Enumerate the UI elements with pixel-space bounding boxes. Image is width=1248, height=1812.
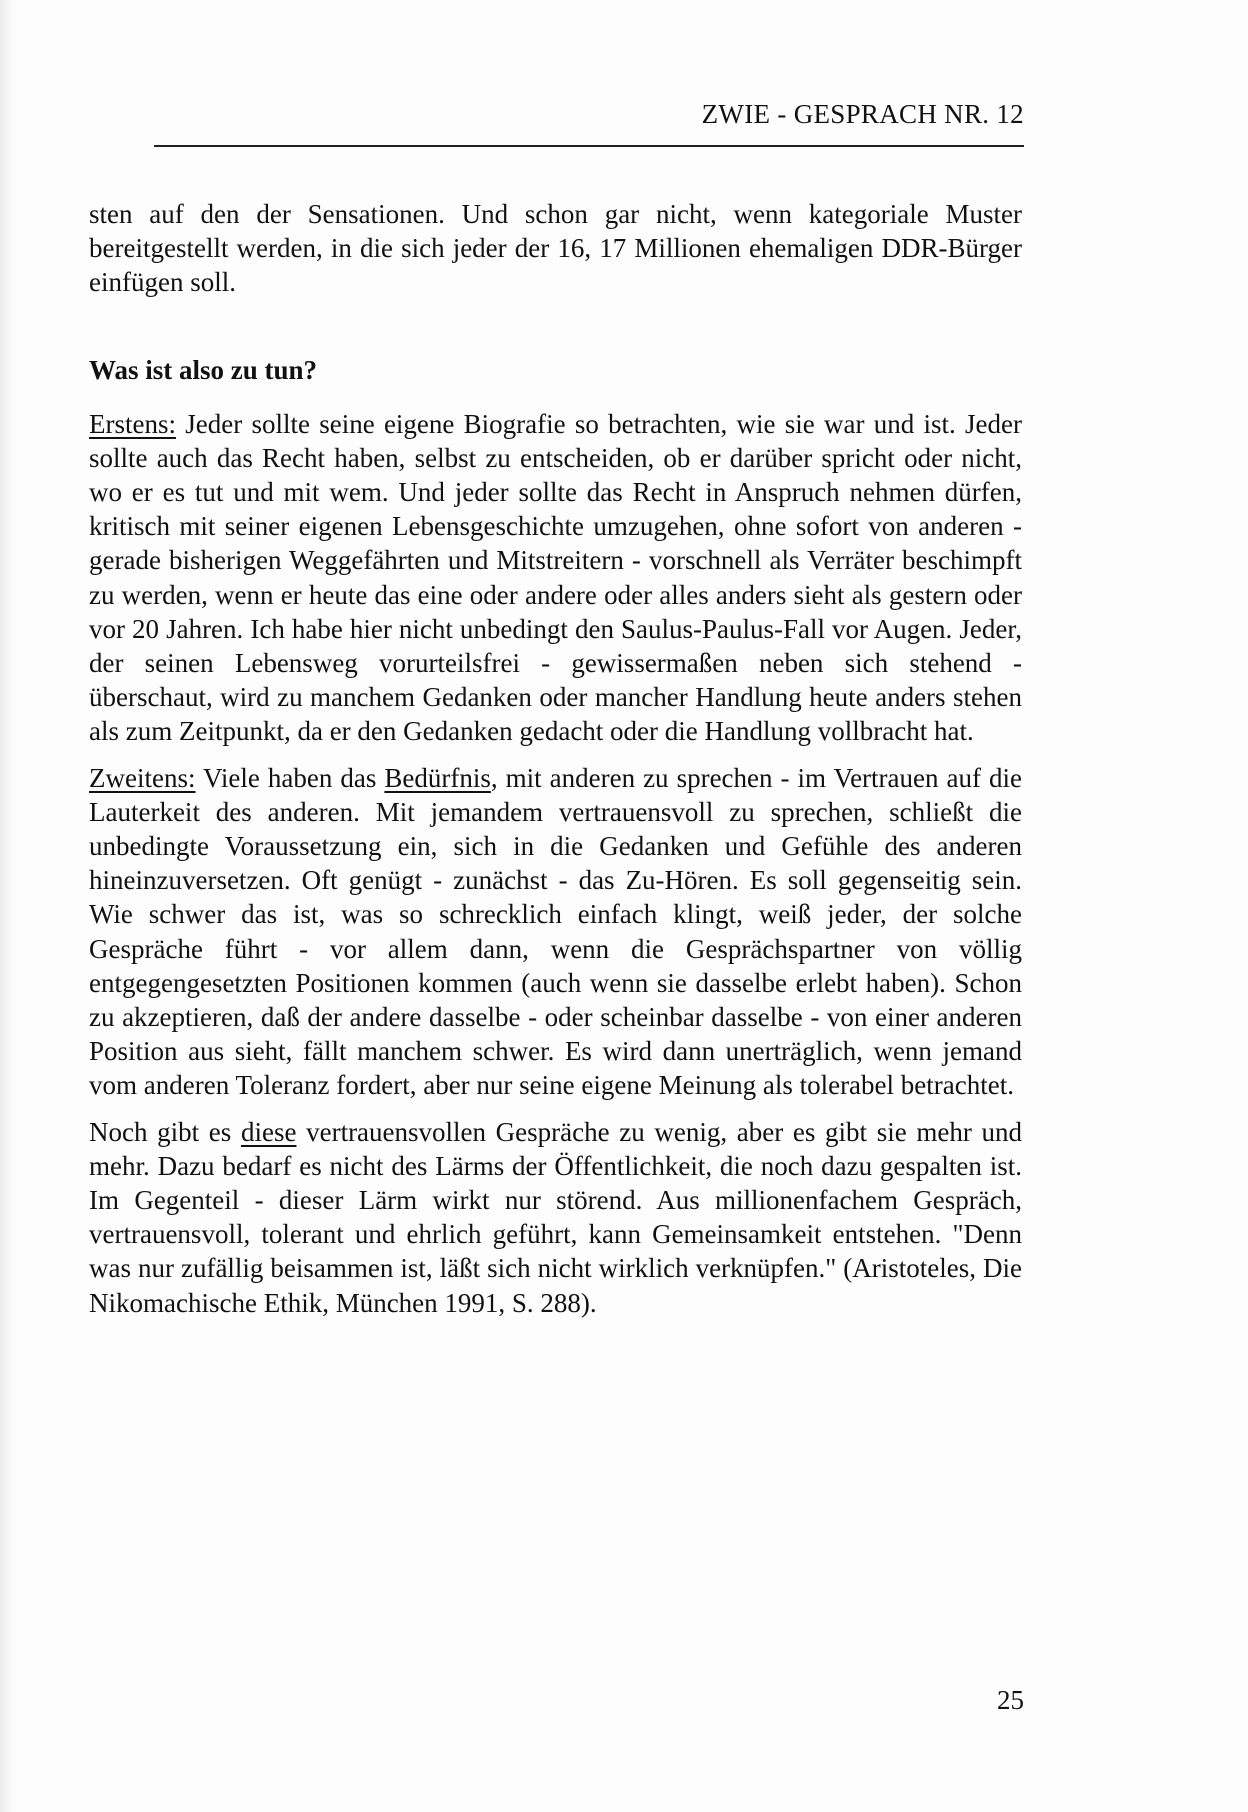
paragraph-erstens-text: Jeder sollte seine eigene Biografie so betrachten, wie sie war und ist. Jeder sollte auch das Recht haben, selbst zu entscheiden, ob er darüber spricht oder nicht, wo er es tut und mit wem. Und jeder sollte das Recht in Anspruch nehmen dürfen, kritisch mit seiner eigenen Lebensgeschichte umzugehen, ohne sofort von anderen - gerade bisherigen Weggefährten und Mitstreitern - vorschnell als Verräter beschimpft zu werden, wenn er heute das eine oder andere oder alles anders sieht als gestern oder vor 20 Jahren. Ich habe hier nicht unbedingt den Saulus-Paulus-Fall vor Augen. Jeder, der seinen Lebensweg vorurteilsfrei - gewissermaßen neben sich stehend - überschaut, wird zu manchem Gedanken oder mancher Handlung heute anders stehen als zum Zeitpunkt, da er den Gedanken gedacht oder die Handlung vollbracht hat. — [89, 408, 1022, 747]
paragraph-closing-text-b: vertrauensvollen Gespräche zu wenig, aber es gibt sie mehr und mehr. Dazu bedarf es nicht des Lärms der Öffentlichkeit, die noch dazu gespalten ist. Im Gegenteil - dieser Lärm wirkt nur störend. Aus millionenfachem Gespräch, vertrauensvoll, tolerant und ehrlich geführt, kann Gemeinsamkeit entstehen. "Denn was nur zufällig beisammen ist, läßt sich nicht wirklich verknüpfen." (Aristoteles, Die Nikomachische Ethik, München 1991, S. 288). — [89, 1116, 1022, 1318]
body-text — [89, 197, 1022, 1320]
page-number: 25 — [997, 1685, 1024, 1715]
emphasis-diese: diese — [240, 1116, 297, 1147]
running-header: ZWIE - GESPRACH NR. 12 — [701, 99, 1024, 129]
emphasis-beduerfnis: Bedürfnis — [384, 762, 491, 793]
paragraph-zweitens-text-a: Viele haben das — [195, 762, 385, 793]
paragraph-label-zweitens: Zweitens: — [89, 762, 196, 793]
paragraph-zweitens — [89, 761, 1022, 1103]
scan-edge — [0, 0, 14, 1812]
paragraph-label-erstens: Erstens: — [89, 408, 176, 439]
header-rule — [154, 145, 1024, 147]
paragraph-continuation: sten auf den der Sensationen. Und schon gar nicht, wenn kategoriale Muster bereitgestellt werden, in die sich jeder der 16, 17 Millionen ehemaligen DDR-Bürger einfügen soll. — [89, 199, 1022, 298]
paragraph-closing — [89, 1115, 1022, 1320]
paragraph-zweitens-text-b: , mit anderen zu sprechen - im Vertrauen auf die Lauterkeit des anderen. Mit jemandem vertrauensvoll zu sprechen, schließt die unbedingte Voraussetzung ein, sich in die Gedanken und Gefühle des anderen hineinzuversetzen. Oft genügt - zunächst - das Zu-Hören. Es soll gegenseitig sein. Wie schwer das ist, was so schrecklich einfach klingt, weiß jeder, der solche Gespräche führt - vor allem dann, wenn die Gesprächspartner von völlig entgegengesetzten Positionen kommen (auch wenn sie dasselbe erlebt haben). Schon zu akzeptieren, daß der andere dasselbe - oder scheinbar dasselbe - von einer anderen Position aus sieht, fällt manchem schwer. Es wird dann unerträglich, wenn jemand vom anderen Toleranz fordert, aber nur seine eigene Meinung als tolerabel betrachtet. — [89, 762, 1022, 1101]
paragraph-erstens — [89, 407, 1022, 749]
paragraph-closing-text-a: Noch gibt es — [89, 1116, 241, 1147]
section-heading: Was ist also zu tun? — [89, 354, 318, 385]
